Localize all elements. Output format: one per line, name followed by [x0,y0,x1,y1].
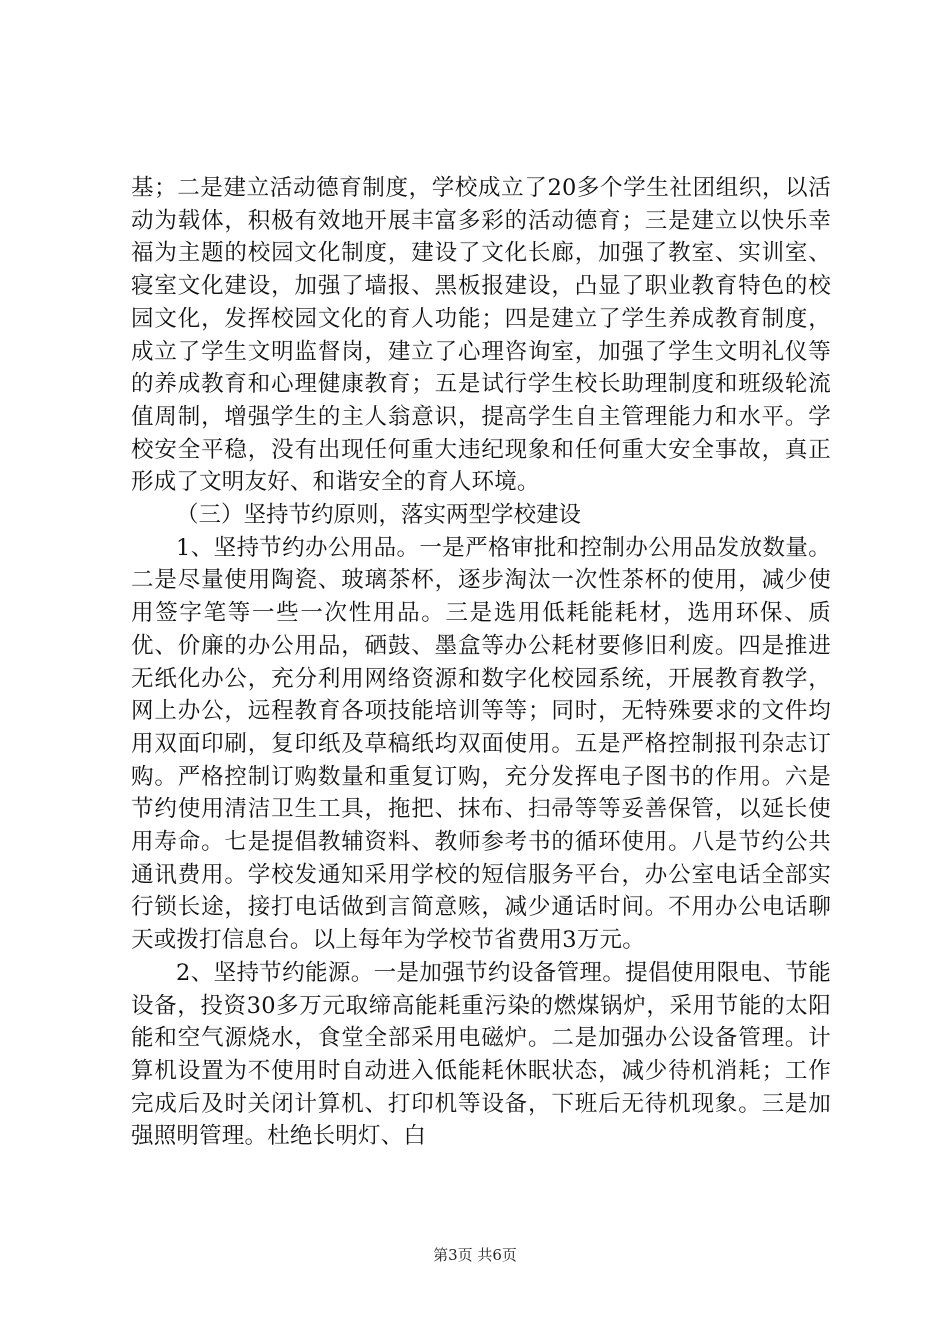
document-body [131,172,831,1153]
paragraph-energy-saving: 2、坚持节约能源。一是加强节约设备管理。提倡使用限电、节能设备，投资30多万元取缔高能耗重污染的燃煤锅炉，采用节能的太阳能和空气源烧水，食堂全部采用电磁炉。二是加强办公设备管理。计算机设置为不使用时自动进入低能耗休眠状态，减少待机消耗；工作完成后及时关闭计算机、打印机等设备，下班后无待机现象。三是加强照明管理。杜绝长明灯、白 [131,959,831,1150]
section-heading-three: （三）坚持节约原则，落实两型学校建设 [176,502,582,529]
page-number-footer: 第3页 共6页 [433,1246,517,1264]
paragraph-moral-education-continued: 基；二是建立活动德育制度，学校成立了20多个学生社团组织，以活动为载体，积极有效地开展丰富多彩的活动德育；三是建立以快乐幸福为主题的校园文化制度，建设了文化长廊，加强了教室、实训室、寝室文化建设，加强了墙报、黑板报建设，凸显了职业教育特色的校园文化，发挥校园文化的育人功能；四是建立了学生养成教育制度，成立了学生文明监督岗，建立了心理咨询室，加强了学生文明礼仪等的养成教育和心理健康教育；五是试行学生校长助理制度和班级轮流值周制，增强学生的主人翁意识，提高学生自主管理能力和水平。学校安全平稳，没有出现任何重大违纪现象和任何重大安全事故，真正形成了文明友好、和谐安全的育人环境。 [131,175,831,496]
paragraph-office-supplies: 1、坚持节约办公用品。一是严格审批和控制办公用品发放数量。二是尽量使用陶瓷、玻璃茶杯，逐步淘汰一次性茶杯的使用，减少使用签字笔等一些一次性用品。三是选用低耗能耗材，选用环保、质优、价廉的办公用品，硒鼓、墨盒等办公耗材要修旧利废。四是推进无纸化办公，充分利用网络资源和数字化校园系统，开展教育教学，网上办公，远程教育各项技能培训等等；同时，无特殊要求的文件均用双面印刷，复印纸及草稿纸均双面使用。五是严格控制报刊杂志订购。严格控制订购数量和重复订购，充分发挥电子图书的作用。六是节约使用清洁卫生工具，拖把、抹布、扫帚等等妥善保管，以延长使用寿命。七是提倡教辅资料、教师参考书的循环使用。八是节约公共通讯费用。学校发通知采用学校的短信服务平台，办公室电话全部实行锁长途，接打电话做到言简意赅，减少通话时间。不用办公电话聊天或拨打信息台。以上每年为学校节省费用3万元。 [131,534,831,954]
